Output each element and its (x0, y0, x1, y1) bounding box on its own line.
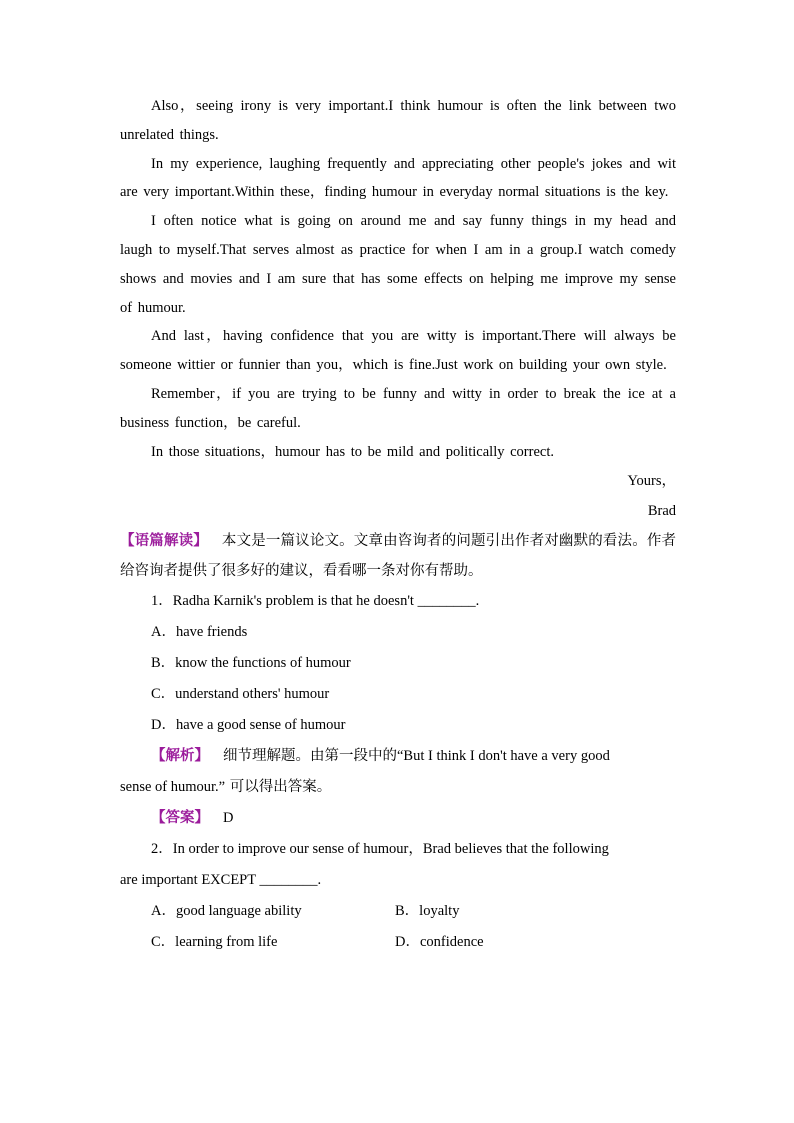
question-1-analysis-quote-b: sense of humour.” (120, 779, 226, 796)
question-1-analysis-quote-a: “But I think I don't have a very good (397, 748, 610, 765)
question-1-answer-tag: 【答案】 (151, 810, 209, 827)
reading-analysis-tag: 【语篇解读】 (120, 533, 208, 550)
question-1-analysis-post: 可以得出答案。 (229, 779, 332, 796)
question-2-options-row-1 (120, 896, 676, 927)
question-2-option-c: C．learning from life (151, 934, 278, 951)
question-2-option-b: B．loyalty (395, 903, 460, 920)
question-1-analysis-pre: 细节理解题。由第一段中的 (223, 748, 397, 765)
letter-signature: Brad (647, 503, 676, 520)
question-1-analysis-tag: 【解析】 (151, 748, 209, 765)
document-page (120, 92, 676, 958)
question-1-analysis-cont (120, 772, 676, 803)
reading-analysis (120, 526, 676, 586)
question-1-option-d: D．have a good sense of humour (151, 717, 346, 734)
question-2-stem-cont: are important EXCEPT ________. (120, 872, 322, 889)
question-1-option-b: B．know the functions of humour (151, 655, 351, 672)
passage-paragraph-2: In my experience, laughing frequently and appreciating other people's jokes and wit are very important.Within these，finding humour in everyday normal situations is the key. (120, 155, 676, 201)
passage-paragraph-1: Also，seeing irony is very important.I think humour is often the link between two unrelated things. (120, 98, 676, 143)
question-1-stem: 1．Radha Karnik's problem is that he doesn't ________. (151, 593, 480, 610)
passage-paragraph-4: And last，having confidence that you are witty is important.There will always be someone wittier or funnier than you，which is fine.Just work on building your own style. (120, 328, 676, 374)
letter-closing: Yours， (627, 473, 676, 490)
question-2-stem: 2．In order to improve our sense of humour，Brad believes that the following (151, 841, 609, 858)
passage-paragraph-3: I often notice what is going on around me and say funny things in my head and laugh to myself.That serves almost as practice for when I am in a group.I watch comedy shows and movies and I am sure that has some effects on helping me improve my sense of humour. (120, 213, 676, 316)
question-2-option-d: D．confidence (395, 934, 484, 951)
question-2-option-a: A．good language ability (151, 903, 302, 920)
reading-analysis-text: 本文是一篇议论文。文章由咨询者的问题引出作者对幽默的看法。作者给咨询者提供了很多好的建议，看看哪一条对你有帮助。 (120, 533, 677, 580)
question-1-option-c: C．understand others' humour (151, 686, 330, 703)
question-1-option-a: A．have friends (151, 624, 248, 641)
question-1-analysis (120, 741, 676, 772)
question-1-answer (120, 803, 676, 834)
passage-paragraph-5: Remember，if you are trying to be funny and witty in order to break the ice at a business function，be careful. (120, 385, 676, 431)
question-2-options-row-2 (120, 927, 676, 958)
question-1-answer-value: D (223, 810, 234, 827)
passage-paragraph-6: In those situations，humour has to be mild and politically correct. (151, 443, 554, 460)
